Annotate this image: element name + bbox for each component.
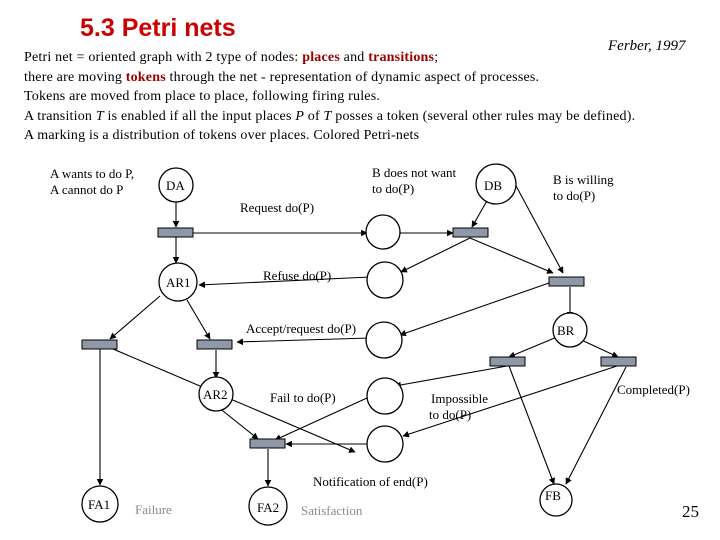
place-fail [367,378,403,414]
label-b-not-want: B does not want [372,165,457,180]
place-accept [366,322,402,358]
arc [401,238,470,272]
page-number: 25 [682,502,699,521]
arc [395,366,507,386]
arc [509,366,554,484]
label-br: BR [557,323,575,338]
label-fa1: FA1 [88,497,111,512]
transition-br-completed [601,357,636,366]
author-citation: Ferber, 1997 [608,38,686,54]
arc [187,300,210,339]
label-fail: Fail to do(P) [270,390,336,405]
place-request [366,215,400,249]
transition-request [158,228,193,237]
term-petri-net: Petri net [24,50,73,65]
label-satisfaction: Satisfaction [301,503,363,518]
body-line-2: there are moving tokens through the net - representation of dynamic aspect of processes. [24,69,540,85]
label-failure: Failure [135,502,172,517]
body-line-5: A marking is a distribution of tokens over places. Colored Petri-nets [24,128,420,144]
label-refuse: Refuse do(P) [263,268,332,283]
label-request: Request do(P) [240,200,315,215]
term-transitions: transitions [368,50,435,65]
label-a-cannot: A cannot do P [50,182,124,197]
arc [472,199,488,227]
label-a-wants: A wants to do P, [50,166,135,181]
label-ar1: AR1 [166,275,191,290]
label-da: DA [166,178,185,193]
arc [470,238,553,273]
label-b-willing: B is willing [553,172,614,187]
body-line-1: Petri net = oriented graph with 2 type of nodes: places and transitions; [24,50,439,65]
term-tokens: tokens [125,69,166,85]
slide-title: 5.3 Petri nets [80,14,236,42]
transition-br-impossible [490,357,525,366]
arc [110,296,160,339]
place-refuse [367,262,403,298]
transition-fail [250,439,285,448]
label-impossible: Impossible [431,391,489,406]
label-completed: Completed(P) [617,382,690,397]
body-line-4: A transition T is enabled if all the input places P of T posses a token (several other rules may be defined). [24,108,636,124]
label-fb: FB [545,488,561,503]
arc [237,338,370,342]
label-db: DB [484,178,503,193]
places [82,164,587,525]
arc [218,407,258,439]
place-notification [367,426,403,462]
label-b-willing-2: to do(P) [553,188,596,203]
label-b-not-want-2: to do(P) [372,181,415,196]
label-notification: Notification of end(P) [313,474,428,489]
label-impossible-2: to do(P) [429,407,472,422]
transition-ar1-failure [82,340,117,349]
transition-b-willing [549,277,584,286]
label-ar2: AR2 [203,387,228,402]
arc [509,337,557,357]
transition-b-not-want [453,228,488,237]
body-line-3: Tokens are moved from place to place, following firing rules. [24,89,381,105]
arc [400,283,549,335]
term-places: places [302,50,340,65]
transition-accept [197,340,232,349]
label-fa2: FA2 [257,500,280,515]
label-accept: Accept/request do(P) [246,321,357,336]
